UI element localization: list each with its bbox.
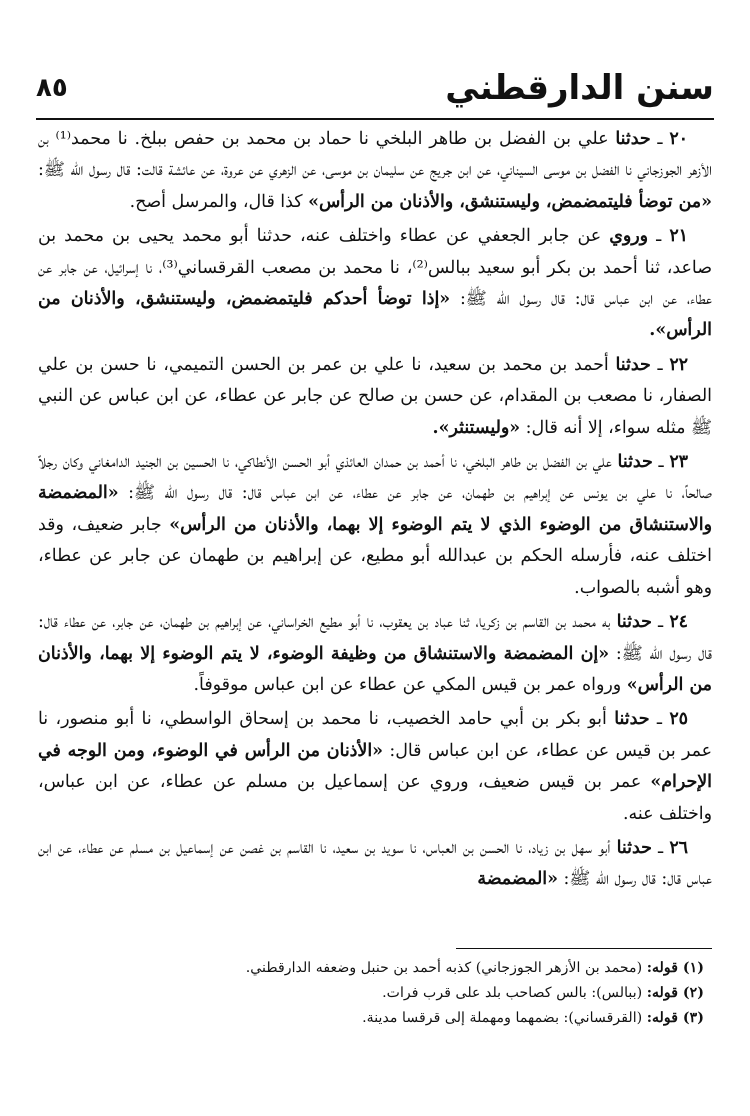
hadith-keyword: وروي: [609, 226, 649, 247]
hadith-comment: كذا قال، والمرسل أصح.: [129, 191, 303, 212]
hadith-number: ٢٦: [669, 837, 689, 858]
footnote-item: [38, 1006, 712, 1031]
hadith-number: ٢٠: [669, 129, 689, 149]
hadith-paragraph: ٢١ ـ وروي عن جابر الجعفي عن عطاء واختلف عنه، حدثنا أبو محمد يحيى بن محمد بن صاعد، ثنا أحمد بن بكر أبو سعيد ببالس⁽²⁾، نا محمد بن مصعب القرقساني⁽³⁾، نا إسرائيل، عن جابر عن عطاء، عن ابن عباس قال: قال رسول الله ﷺ: «إذا توضأ أحدكم فليتمضمض، وليستنشق، والأذنان من الرأس».: [38, 226, 713, 341]
hadith-paragraph: ٢٥ ـ حدثنا أبو بكر بن أبي حامد الخصيب، نا محمد بن إسحاق الواسطي، نا أبو منصور، نا عمر بن قيس عن عطاء، عن ابن عباس قال: «الأذنان من الرأس في الوضوء، ومن الوجه في الإحرام» عمر بن قيس ضعيف، وروي عن إسماعيل بن مسلم عن عطاء، عن ابن عباس، واختلف عنه.: [38, 709, 713, 824]
hadith-number: ٢٤: [669, 612, 689, 633]
hadith-quote: «إن المضمضة والاستنشاق من وظيفة الوضوء، لا يتم الوضوء إلا بهما، والأذنان من الرأس»: [38, 643, 712, 695]
hadith-quote: «المضمضة: [477, 869, 558, 890]
hadith-quote: «المضمضة والاستنشاق من الوضوء الذي لا يتم الوضوء إلا بهما، والأذنان من الرأس»: [38, 483, 713, 535]
footnote-text: (القرقساني): بضمهما ومهملة إلى قرقسا مدينة.: [362, 1010, 643, 1026]
hadith-quote: «إذا توضأ أحدكم فليتمضمض، وليستنشق، والأذنان من الرأس».: [38, 289, 712, 341]
hadith-chain: أبو بكر بن أبي حامد الخصيب، نا محمد بن إسحاق الواسطي، نا أبو منصور، نا عمر بن قيس عن عطاء، عن ابن عباس قال:: [38, 709, 713, 761]
page-header: [36, 60, 714, 120]
hadith-paragraph: ٢٦ ـ حدثنا أبو سهل بن زياد، نا الحسن بن العباس، نا سويد بن سعيد، نا القاسم بن غصن عن إسماعيل بن مسلم عن عطاء، عن ابن عباس قال: قال رسول الله ﷺ: «المضمضة: [38, 837, 712, 890]
hadith-comment: ورواه عمر بن قيس المكي عن عطاء عن ابن عباس موقوفاً.: [193, 674, 622, 695]
hadith-chain: أبو سهل بن زياد، نا الحسن بن العباس، نا سويد بن سعيد، نا القاسم بن غصن عن إسماعيل بن مسلم عن عطاء، عن ابن عباس قال: قال رسول الله ﷺ:: [38, 837, 712, 890]
hadith-chain: علي بن الفضل بن طاهر البلخي نا حماد بن محمد بن حفص ببلخ. نا محمد⁽¹⁾ بن الأزهر الجوزجاني نا الفضل بن موسى السيناني، عن ابن جريج عن سليمان بن موسى، عن الزهري عن عروة، عن عائشة قالت: قال رسول الله ﷺ:: [38, 129, 712, 181]
footnote-label: (٢) قوله:: [646, 985, 704, 1001]
footnote-item: [38, 956, 712, 981]
footnote-label: (١) قوله:: [646, 960, 704, 976]
footnote-text: (ببالس): بالس كصاحب بلد على قرب فرات.: [382, 985, 643, 1001]
hadith-keyword: حدثنا: [615, 354, 651, 375]
footnote-text: (محمد بن الأزهر الجوزجاني) كذبه أحمد بن حنبل وضعفه الدارقطني.: [245, 960, 643, 976]
hadith-comment: عمر بن قيس ضعيف، وروي عن إسماعيل بن مسلم عن عطاء، عن ابن عباس، واختلف عنه.: [38, 772, 712, 824]
main-text: [38, 124, 712, 899]
hadith-quote: «الأذنان من الرأس في الوضوء، ومن الوجه في الإحرام»: [38, 740, 712, 793]
hadith-keyword: حدثنا: [615, 129, 651, 149]
footnote-divider: [456, 948, 712, 949]
footnote-item: [38, 981, 712, 1006]
hadith-number: ٢٥: [669, 709, 688, 730]
hadith-paragraph: ٢٢ ـ حدثنا أحمد بن محمد بن سعيد، نا علي بن عمر بن الحسن التميمي، نا حسن بن علي الصفار، نا مصعب بن المقدام، عن حسن بن صالح عن جابر عن عطاء، عن ابن عباس عن النبي ﷺ مثله سواء، إلا أنه قال: «وليستنثر».: [38, 354, 712, 438]
page-number: ٨٥: [36, 73, 68, 103]
hadith-comment: جابر ضعيف، وقد اختلف عنه، فأرسله الحكم بن عبدالله أبو مطيع، عن إبراهيم بن طهمان عن جابر عن عطاء، وهو أشبه بالصواب.: [38, 514, 712, 598]
book-title: سنن الدارقطني: [445, 68, 714, 108]
hadith-paragraph: ٢٠ ـ حدثنا علي بن الفضل بن طاهر البلخي نا حماد بن محمد بن حفص ببلخ. نا محمد⁽¹⁾ بن الأزهر الجوزجاني نا الفضل بن موسى السيناني، عن ابن جريج عن سليمان بن موسى، عن الزهري عن عروة، عن عائشة قالت: قال رسول الله ﷺ: «من توضأ فليتمضمض، وليستنشق، والأذنان من الرأس» كذا قال، والمرسل أصح.: [38, 129, 712, 212]
hadith-number: ٢١: [669, 226, 689, 247]
hadith-chain: أحمد بن محمد بن سعيد، نا علي بن عمر بن الحسن التميمي، نا حسن بن علي الصفار، نا مصعب بن المقدام، عن حسن بن صالح عن جابر عن عطاء، عن ابن عباس عن النبي ﷺ مثله سواء، إلا أنه قال:: [38, 354, 712, 438]
hadith-keyword: حدثنا: [614, 709, 650, 730]
footnote-label: (٣) قوله:: [646, 1010, 704, 1026]
hadith-paragraph: ٢٣ ـ حدثنا علي بن الفضل بن طاهر البلخي، نا أحمد بن حمدان العائذي أبو الحسن الأنطاكي، نا الحسين بن الجنيد الدامغاني وكان رجلاً صالحاً، نا علي بن يونس عن إبراهيم بن طهمان، عن جابر عن عطاء، عن ابن عباس قال: قال رسول الله ﷺ: «المضمضة والاستنشاق من الوضوء الذي لا يتم الوضوء إلا بهما، والأذنان من الرأس» جابر ضعيف، وقد اختلف عنه، فأرسله الحكم بن عبدالله أبو مطيع، عن إبراهيم بن طهمان عن جابر عن عطاء، وهو أشبه بالصواب.: [38, 452, 713, 598]
footnotes: [38, 956, 712, 1031]
hadith-keyword: حدثنا: [617, 452, 653, 473]
hadith-quote: «من توضأ فليتمضمض، وليستنشق، والأذنان من الرأس»: [308, 191, 712, 212]
hadith-chain: عن جابر الجعفي عن عطاء واختلف عنه، حدثنا أبو محمد يحيى بن محمد بن صاعد، ثنا أحمد بن بكر أبو سعيد ببالس⁽²⁾، نا محمد بن مصعب القرقساني⁽³⁾، نا إسرائيل، عن جابر عن عطاء، عن ابن عباس قال: قال رسول الله ﷺ:: [38, 226, 713, 310]
hadith-chain: علي بن الفضل بن طاهر البلخي، نا أحمد بن حمدان العائذي أبو الحسن الأنطاكي، نا الحسين بن الجنيد الدامغاني وكان رجلاً صالحاً، نا علي بن يونس عن إبراهيم بن طهمان، عن جابر عن عطاء، عن ابن عباس قال: قال رسول الله ﷺ:: [38, 452, 712, 504]
hadith-number: ٢٣: [669, 452, 688, 473]
hadith-keyword: حدثنا: [616, 837, 652, 858]
hadith-quote: «وليستنثر».: [432, 417, 521, 438]
hadith-paragraph: ٢٤ ـ حدثنا به محمد بن القاسم بن زكريا، ثنا عباد بن يعقوب، نا أبو مطيع الخراساني، عن إبراهيم بن طهمان، عن جابر، عن عطاء قال: قال رسول الله ﷺ: «إن المضمضة والاستنشاق من وظيفة الوضوء، لا يتم الوضوء إلا بهما، والأذنان من الرأس» ورواه عمر بن قيس المكي عن عطاء عن ابن عباس موقوفاً.: [38, 612, 712, 695]
hadith-keyword: حدثنا: [616, 612, 652, 633]
hadith-chain: به محمد بن القاسم بن زكريا، ثنا عباد بن يعقوب، نا أبو مطيع الخراساني، عن إبراهيم بن طهمان، عن جابر، عن عطاء قال: قال رسول الله ﷺ:: [38, 612, 712, 664]
hadith-number: ٢٢: [669, 354, 689, 375]
